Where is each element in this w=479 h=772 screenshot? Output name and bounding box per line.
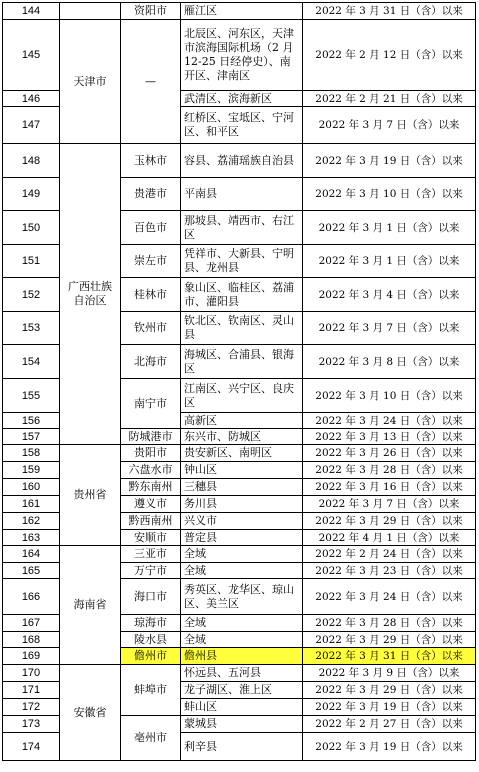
city-cell: 黔东南州 [121, 479, 181, 496]
area-cell: 高新区 [181, 413, 303, 429]
row-number: 166 [3, 579, 60, 615]
area-cell: 雁江区 [181, 3, 303, 20]
row-number: 152 [3, 278, 60, 312]
area-cell: 那坡县、靖西市、右江区 [181, 211, 303, 245]
table-row [3, 20, 476, 91]
city-cell: 南宁市 [121, 379, 181, 429]
date-cell: 2022 年 3 月 1 日（含）以来 [303, 245, 476, 278]
area-cell: 平南县 [181, 178, 303, 211]
date-cell: 2022 年 3 月 29 日（含）以来 [303, 682, 476, 699]
city-cell: 玉林市 [121, 144, 181, 178]
risk-area-table [2, 2, 476, 761]
date-cell: 2022 年 3 月 19 日（含）以来 [303, 733, 476, 761]
province-cell: 海南省 [60, 546, 121, 665]
row-number: 164 [3, 546, 60, 563]
date-cell: 2022 年 3 月 31 日（含）以来 [303, 648, 476, 665]
date-cell: 2022 年 3 月 13 日（含）以来 [303, 429, 476, 445]
province-cell: 天津市 [60, 20, 121, 144]
city-cell: 黔西南州 [121, 513, 181, 530]
area-cell: 象山区、临桂区、荔浦市、灌阳县 [181, 278, 303, 312]
date-cell: 2022 年 3 月 26 日（含）以来 [303, 445, 476, 462]
date-cell: 2022 年 3 月 7 日（含）以来 [303, 496, 476, 513]
area-cell: 武清区、滨海新区 [181, 91, 303, 107]
city-cell: 琼海市 [121, 615, 181, 632]
city-cell: 桂林市 [121, 278, 181, 312]
date-cell: 2022 年 3 月 28 日（含）以来 [303, 615, 476, 632]
row-number: 153 [3, 312, 60, 345]
city-cell: 亳州市 [121, 716, 181, 761]
row-number: 170 [3, 665, 60, 682]
row-number: 173 [3, 716, 60, 733]
date-cell: 2022 年 2 月 24 日（含）以来 [303, 546, 476, 563]
row-number: 172 [3, 699, 60, 716]
date-cell: 2022 年 3 月 7 日（含）以来 [303, 312, 476, 345]
row-number: 171 [3, 682, 60, 699]
area-cell: 怀远县、五河县 [181, 665, 303, 682]
city-cell: 贵阳市 [121, 445, 181, 462]
area-cell: 钟山区 [181, 462, 303, 479]
area-cell: 务川县 [181, 496, 303, 513]
table-row [3, 546, 476, 563]
date-cell: 2022 年 3 月 23 日（含）以来 [303, 563, 476, 579]
date-cell: 2022 年 3 月 19 日（含）以来 [303, 699, 476, 716]
city-cell: 万宁市 [121, 563, 181, 579]
area-cell: 儋州县 [181, 648, 303, 665]
date-cell: 2022 年 2 月 12 日（含）以来 [303, 20, 476, 91]
table-row [3, 665, 476, 682]
row-number: 157 [3, 429, 60, 445]
city-cell: 百色市 [121, 211, 181, 245]
date-cell: 2022 年 2 月 27 日（含）以来 [303, 716, 476, 733]
date-cell: 2022 年 3 月 19 日（含）以来 [303, 144, 476, 178]
date-cell: 2022 年 3 月 10 日（含）以来 [303, 178, 476, 211]
row-number: 155 [3, 379, 60, 413]
date-cell: 2022 年 3 月 29 日（含）以来 [303, 632, 476, 648]
row-number: 169 [3, 648, 60, 665]
row-number: 154 [3, 345, 60, 379]
area-cell: 全域 [181, 632, 303, 648]
row-number: 144 [3, 3, 60, 20]
row-number: 148 [3, 144, 60, 178]
city-cell: — [121, 20, 181, 144]
date-cell: 2022 年 2 月 21 日（含）以来 [303, 91, 476, 107]
area-cell: 普定县 [181, 530, 303, 546]
area-cell: 东兴市、防城区 [181, 429, 303, 445]
table-row [3, 3, 476, 20]
area-cell: 容县、荔浦瑶族自治县 [181, 144, 303, 178]
area-cell: 三穗县 [181, 479, 303, 496]
city-cell: 钦州市 [121, 312, 181, 345]
row-number: 162 [3, 513, 60, 530]
area-cell: 秀英区、龙华区、琼山区、美兰区 [181, 579, 303, 615]
city-cell: 海口市 [121, 579, 181, 615]
province-cell: 安徽省 [60, 665, 121, 761]
date-cell: 2022 年 3 月 8 日（含）以来 [303, 345, 476, 379]
province-cell [60, 3, 121, 20]
row-number: 146 [3, 91, 60, 107]
city-cell: 六盘水市 [121, 462, 181, 479]
area-cell: 利辛县 [181, 733, 303, 761]
area-cell: 贵安新区、南明区 [181, 445, 303, 462]
area-cell: 红桥区、宝坻区、宁河区、和平区 [181, 107, 303, 144]
row-number: 150 [3, 211, 60, 245]
date-cell: 2022 年 3 月 28 日（含）以来 [303, 462, 476, 479]
date-cell: 2022 年 4 月 1 日（含）以来 [303, 530, 476, 546]
row-number: 167 [3, 615, 60, 632]
row-number: 149 [3, 178, 60, 211]
row-number: 145 [3, 20, 60, 91]
date-cell: 2022 年 3 月 10 日（含）以来 [303, 379, 476, 413]
area-cell: 龙子湖区、淮上区 [181, 682, 303, 699]
date-cell: 2022 年 3 月 29 日（含）以来 [303, 513, 476, 530]
area-cell: 全域 [181, 546, 303, 563]
row-number: 163 [3, 530, 60, 546]
date-cell: 2022 年 3 月 4 日（含）以来 [303, 278, 476, 312]
date-cell: 2022 年 3 月 7 日（含）以来 [303, 107, 476, 144]
city-cell: 资阳市 [121, 3, 181, 20]
row-number: 160 [3, 479, 60, 496]
city-cell: 北海市 [121, 345, 181, 379]
area-cell: 全域 [181, 615, 303, 632]
table-row [3, 144, 476, 178]
row-number: 151 [3, 245, 60, 278]
date-cell: 2022 年 3 月 31 日（含）以来 [303, 3, 476, 20]
row-number: 156 [3, 413, 60, 429]
area-cell: 兴义市 [181, 513, 303, 530]
city-cell: 安顺市 [121, 530, 181, 546]
row-number: 168 [3, 632, 60, 648]
area-cell: 海城区、合浦县、银海区 [181, 345, 303, 379]
date-cell: 2022 年 3 月 16 日（含）以来 [303, 479, 476, 496]
city-cell: 三亚市 [121, 546, 181, 563]
province-cell: 广西壮族自治区 [60, 144, 121, 445]
city-cell: 遵义市 [121, 496, 181, 513]
date-cell: 2022 年 3 月 24 日（含）以来 [303, 579, 476, 615]
city-cell: 崇左市 [121, 245, 181, 278]
city-cell: 儋州市 [121, 648, 181, 665]
city-cell: 陵水县 [121, 632, 181, 648]
area-cell: 蚌山区 [181, 699, 303, 716]
date-cell: 2022 年 3 月 24 日（含）以来 [303, 413, 476, 429]
date-cell: 2022 年 3 月 1 日（含）以来 [303, 211, 476, 245]
table-row [3, 445, 476, 462]
area-cell: 钦北区、钦南区、灵山县 [181, 312, 303, 345]
area-cell: 江南区、兴宁区、良庆区 [181, 379, 303, 413]
row-number: 174 [3, 733, 60, 761]
area-cell: 蒙城县 [181, 716, 303, 733]
city-cell: 贵港市 [121, 178, 181, 211]
row-number: 165 [3, 563, 60, 579]
province-cell: 贵州省 [60, 445, 121, 546]
area-cell: 北辰区、河东区，天津市滨海国际机场（2 月 12-25 日经停史）、南开区、津南区 [181, 20, 303, 91]
date-cell: 2022 年 3 月 9 日（含）以来 [303, 665, 476, 682]
row-number: 147 [3, 107, 60, 144]
area-cell: 凭祥市、大新县、宁明县、龙州县 [181, 245, 303, 278]
area-cell: 全域 [181, 563, 303, 579]
row-number: 159 [3, 462, 60, 479]
row-number: 158 [3, 445, 60, 462]
row-number: 161 [3, 496, 60, 513]
city-cell: 防城港市 [121, 429, 181, 445]
city-cell: 蚌埠市 [121, 665, 181, 716]
